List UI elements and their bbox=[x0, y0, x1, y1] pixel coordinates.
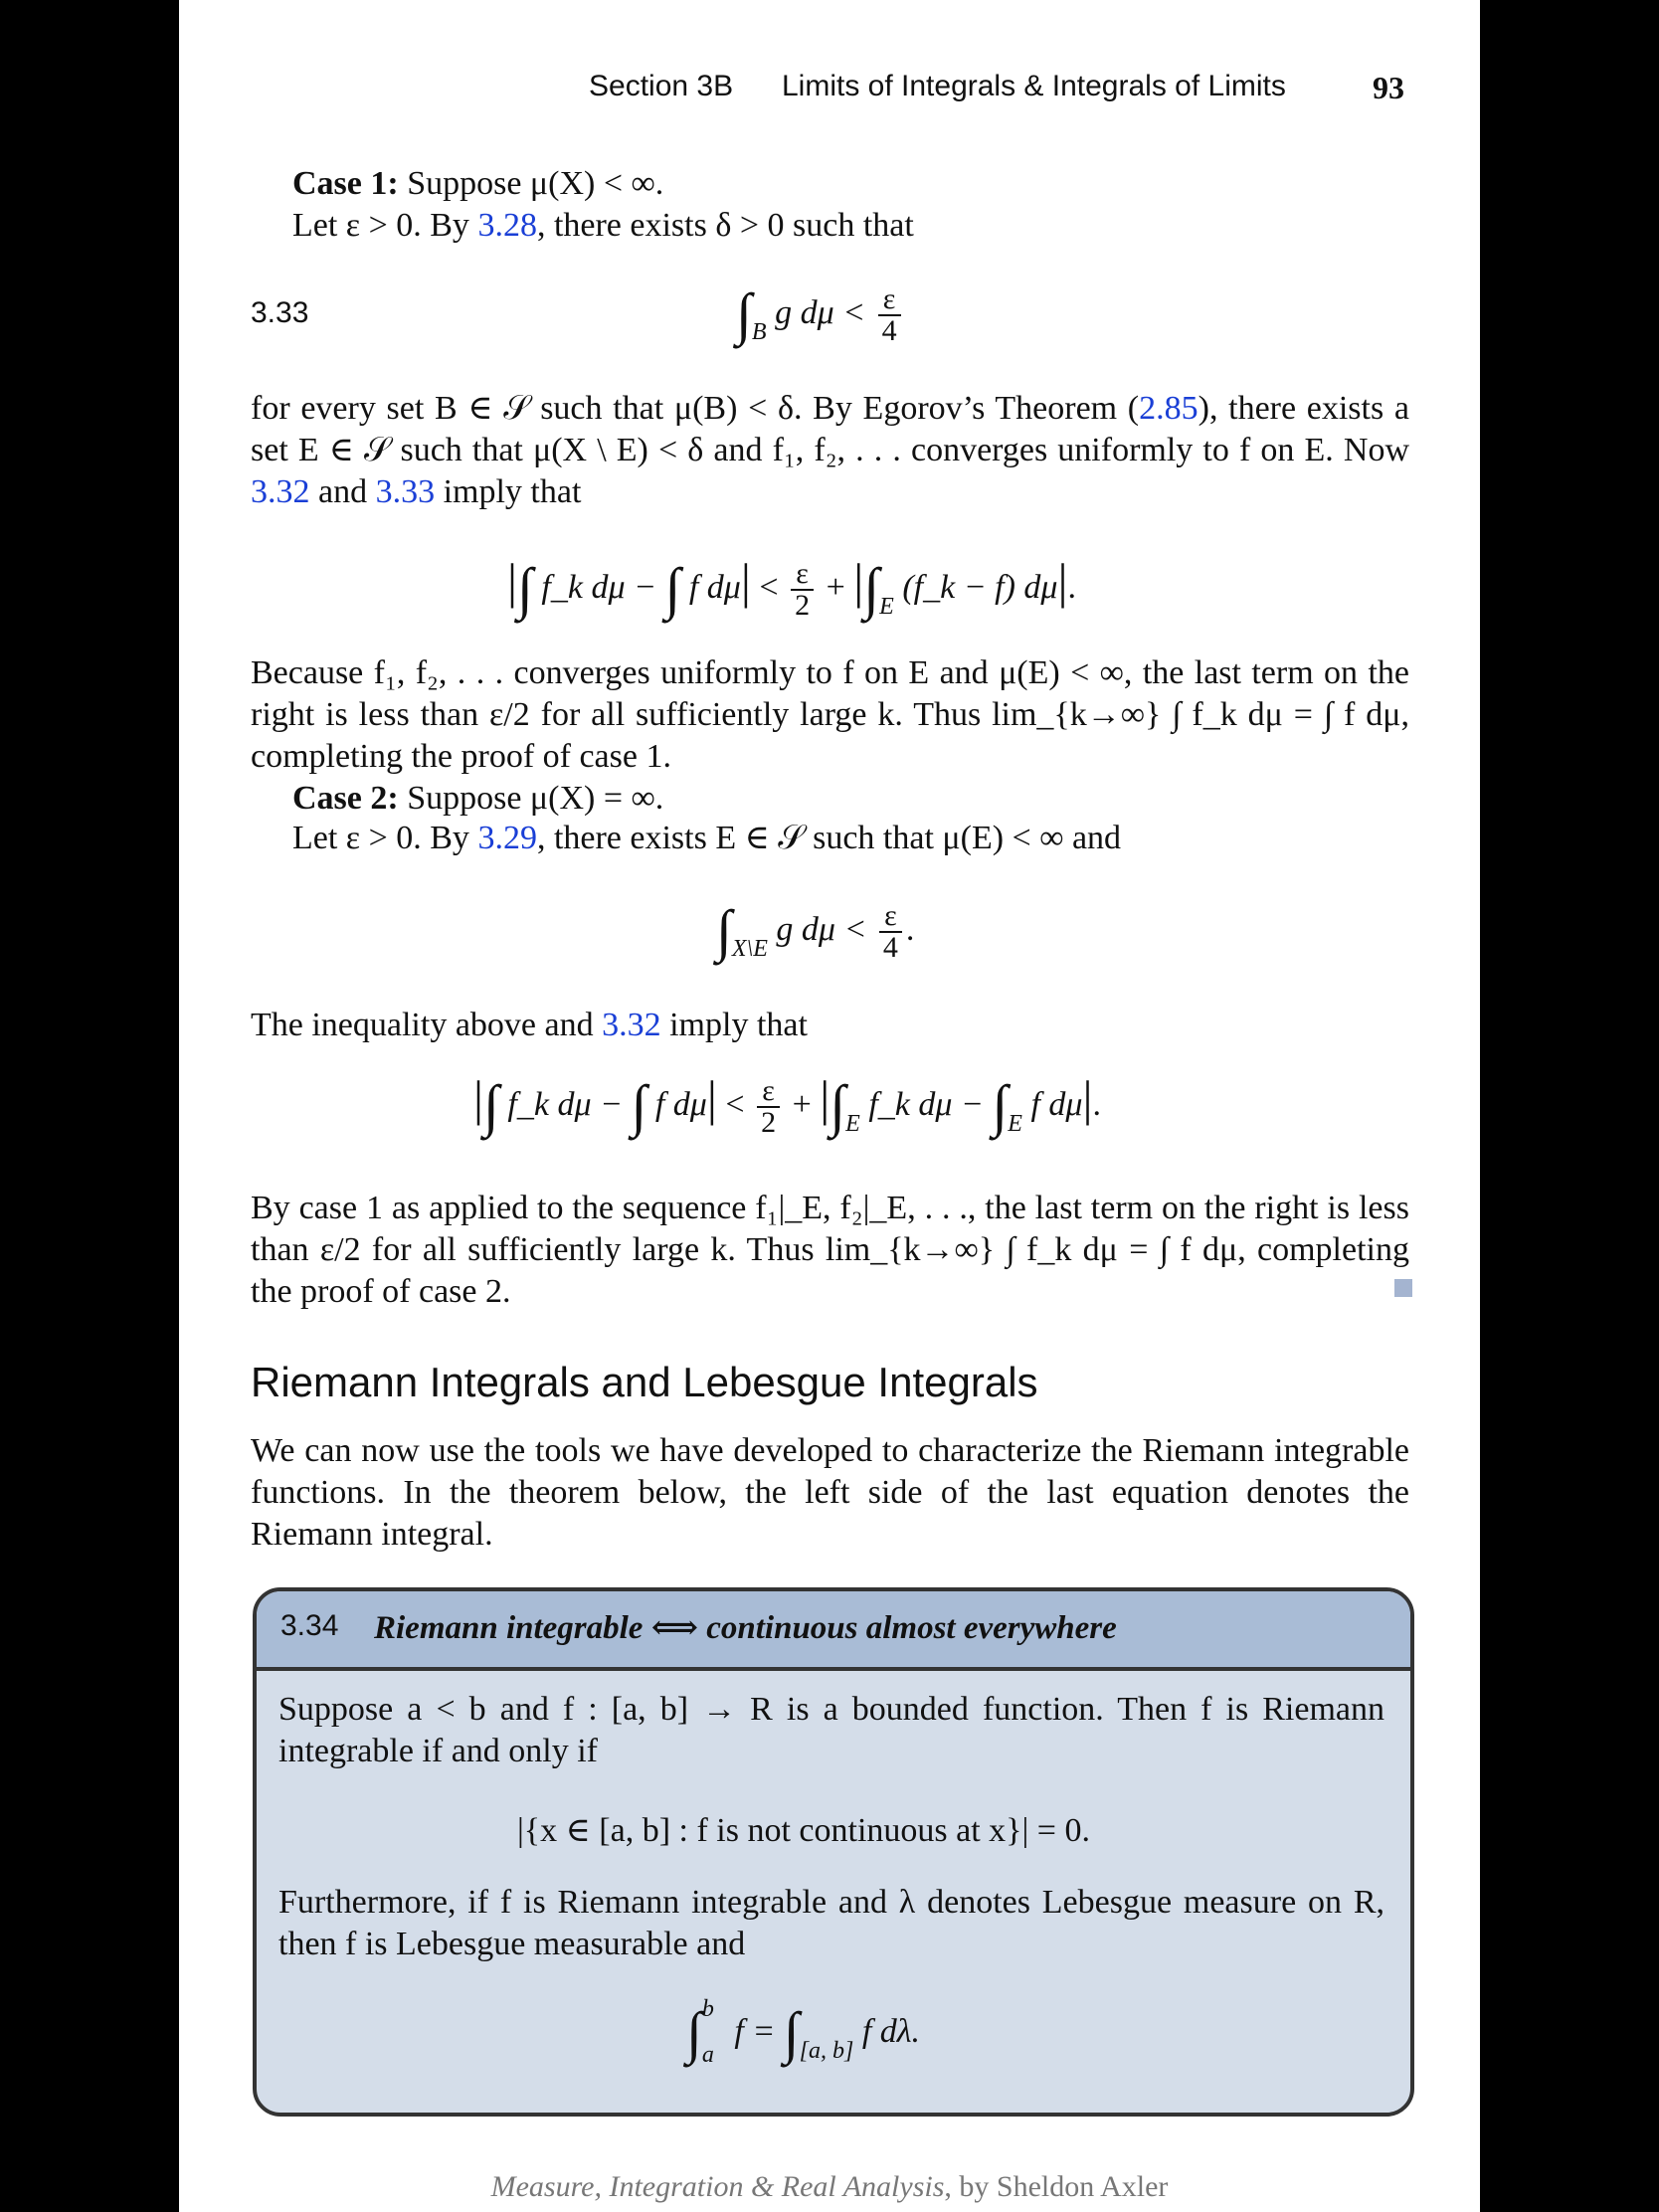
eqC-right1: f_k dμ − bbox=[868, 1086, 984, 1123]
running-header-section: Section 3B bbox=[589, 70, 734, 102]
para1-b: ), there exists a set E ∈ 𝒮 such that μ(X \ E) < δ and f₁, f₂, . . . converges uniformly to f on E. Now bbox=[251, 390, 1409, 468]
footer bbox=[179, 2170, 1480, 2204]
footer-author: , by Sheldon Axler bbox=[944, 2170, 1169, 2203]
eqA-lt: < bbox=[759, 569, 779, 606]
eqC-lt: < bbox=[725, 1086, 745, 1123]
case2-statement: Suppose μ(X) = ∞. bbox=[407, 780, 664, 817]
page-number: 93 bbox=[1373, 70, 1404, 105]
eqA-plus: + bbox=[826, 569, 845, 606]
integral-sign: ∫ bbox=[992, 1073, 1009, 1138]
paragraph-inequality-above bbox=[251, 1005, 808, 1046]
equation-case2-tail bbox=[716, 887, 914, 963]
eq2-subscript: [a, b] bbox=[799, 2038, 854, 2064]
eqB-num: ε bbox=[879, 901, 902, 933]
eq2-left: f = bbox=[734, 2013, 776, 2050]
case1-line2-b: , there exists δ > 0 such that bbox=[536, 207, 914, 244]
eqC-right2: f dμ bbox=[1030, 1086, 1083, 1123]
equation-case1-bound: |∫ f_k dμ − ∫ f dμ| < $\frac{\varepsilon}{2}$ + $|\int_E$ (f_k − f) dμ|. bbox=[507, 553, 1076, 623]
eq2-upper: b bbox=[701, 1996, 714, 2022]
case2-line bbox=[292, 778, 663, 820]
ref-2-85-link[interactable]: 2.85 bbox=[1139, 390, 1198, 427]
integral-sign: ∫ bbox=[830, 1073, 846, 1138]
ref-3-32-link-2[interactable]: 3.32 bbox=[602, 1007, 661, 1043]
para3-a: The inequality above and bbox=[251, 1007, 603, 1043]
case1-line2 bbox=[292, 205, 914, 247]
eqC-subscript: E bbox=[845, 1111, 860, 1137]
eqC-num: ε bbox=[757, 1076, 780, 1108]
ref-3-32-link[interactable]: 3.32 bbox=[251, 473, 310, 510]
equation-number-3-33: 3.33 bbox=[251, 296, 309, 329]
paragraph-case2-conclusion: By case 1 as applied to the sequence f₁|_E, f₂|_E, . . ., the last term on the right is less than ε/2 for all sufficiently large k. Thus lim_{k→∞} ∫ f_k dμ = ∫ f dμ, completing the proof of case 2. bbox=[251, 1190, 1409, 1310]
case2-line2-a: Let ε > 0. By bbox=[292, 820, 478, 856]
para1-a: for every set B ∈ 𝒮 such that μ(B) < δ. By Egorov’s Theorem ( bbox=[251, 390, 1140, 427]
eq333-subscript: B bbox=[751, 319, 767, 345]
eqB-subscript: X\E bbox=[731, 936, 768, 962]
eq333-num: ε bbox=[878, 284, 901, 316]
integral-sign: ∫ bbox=[686, 2000, 702, 2065]
integral-sign: ∫ bbox=[863, 556, 880, 621]
eq2-lower: a bbox=[701, 2042, 714, 2068]
footer-book-title: Measure, Integration & Real Analysis bbox=[490, 2170, 945, 2203]
eqA-mid: f dμ bbox=[688, 569, 741, 606]
running-header-title: Limits of Integrals & Integrals of Limits bbox=[782, 70, 1286, 102]
integral-sign: ∫ bbox=[483, 1073, 499, 1138]
para1-d: imply that bbox=[435, 473, 582, 510]
para3-b: imply that bbox=[660, 1007, 808, 1043]
integral-sign: ∫ bbox=[736, 281, 752, 346]
eqA-num: ε bbox=[791, 559, 814, 591]
case2-line2-b: , there exists E ∈ 𝒮 such that μ(E) < ∞ and bbox=[536, 820, 1122, 856]
theorem-header bbox=[257, 1591, 1410, 1671]
eq333-den: 4 bbox=[881, 314, 897, 348]
theorem-eq2 bbox=[686, 1989, 921, 2068]
section-intro: We can now use the tools we have developed to characterize the Riemann integrable functions. In the theorem below, the left side of the last equation denotes the Riemann integral. bbox=[251, 1432, 1409, 1553]
eqB-fraction bbox=[879, 901, 902, 963]
case2-label: Case 2: bbox=[292, 780, 399, 817]
case1-line bbox=[292, 163, 663, 205]
integral-sign: ∫ bbox=[664, 556, 681, 621]
paragraph-case1-conclusion: Because f₁, f₂, . . . converges uniformly to f on E and μ(E) < ∞, the last term on the right is less than ε/2 for all sufficiently large k. Thus lim_{k→∞} ∫ f_k dμ = ∫ f dμ, completing the proof of case 1. bbox=[251, 654, 1409, 775]
theorem-number: 3.34 bbox=[280, 1609, 339, 1642]
eqA-subscript: E bbox=[879, 594, 894, 620]
case1-line2-a: Let ε > 0. By bbox=[292, 207, 478, 244]
integral-sign: ∫ bbox=[517, 556, 533, 621]
qed-square bbox=[1394, 1279, 1412, 1297]
case1-label: Case 1: bbox=[292, 165, 399, 202]
integral-sign: ∫ bbox=[631, 1073, 647, 1138]
eqB-body: g dμ < bbox=[776, 911, 867, 948]
integral-sign: ∫ bbox=[716, 898, 732, 963]
eqC-plus: + bbox=[792, 1086, 812, 1123]
eqA-fraction bbox=[791, 559, 814, 621]
page bbox=[179, 0, 1480, 2212]
eqC-fraction bbox=[757, 1076, 780, 1138]
theorem-box bbox=[253, 1587, 1414, 2117]
eqA-den: 2 bbox=[795, 589, 811, 623]
eqC-den: 2 bbox=[761, 1106, 777, 1140]
para1-c: and bbox=[309, 473, 376, 510]
eqA-left: f_k dμ − bbox=[541, 569, 656, 606]
eqC-left: f_k dμ − bbox=[507, 1086, 623, 1123]
eq333-body: g dμ < bbox=[775, 294, 866, 331]
integral-sign: ∫ bbox=[783, 2000, 800, 2065]
case1-statement: Suppose μ(X) < ∞. bbox=[407, 165, 664, 202]
eqB-tail: . bbox=[905, 911, 915, 948]
ref-3-29-link[interactable]: 3.29 bbox=[477, 820, 537, 856]
theorem-p1: Suppose a < b and f : [a, b] → R is a bounded function. Then f is Riemann integrable if and only if bbox=[278, 1691, 1384, 1769]
equation-case2-bound: |∫ f_k dμ − ∫ f dμ| < $\frac{\varepsilon}{2}$ + $|\int_E$ f_k $d\mu - \int_E$ f dμ|. bbox=[473, 1070, 1101, 1140]
eq333-fraction bbox=[878, 284, 901, 346]
theorem-p2: Furthermore, if f is Riemann integrable and λ denotes Lebesgue measure on R, then f is Lebesgue measurable and bbox=[278, 1884, 1384, 1962]
eqC-mid: f dμ bbox=[654, 1086, 707, 1123]
theorem-eq1: |{x ∈ [a, b] : f is not continuous at x}| = 0. bbox=[517, 1812, 1090, 1849]
section-heading: Riemann Integrals and Lebesgue Integrals bbox=[251, 1359, 1038, 1405]
eqB-den: 4 bbox=[882, 931, 898, 965]
eq2-right: f dλ. bbox=[861, 2013, 921, 2050]
eqA-right: (f_k − f) dμ bbox=[902, 569, 1058, 606]
paragraph-egorov bbox=[251, 388, 1409, 513]
theorem-title: Riemann integrable ⟺ continuous almost everywhere bbox=[374, 1610, 1117, 1646]
equation-3-33 bbox=[736, 271, 905, 346]
ref-3-33-link[interactable]: 3.33 bbox=[375, 473, 436, 510]
case2-line2 bbox=[292, 818, 1121, 859]
eqC-subscript-2: E bbox=[1008, 1111, 1022, 1137]
ref-3-28-link[interactable]: 3.28 bbox=[477, 207, 537, 244]
